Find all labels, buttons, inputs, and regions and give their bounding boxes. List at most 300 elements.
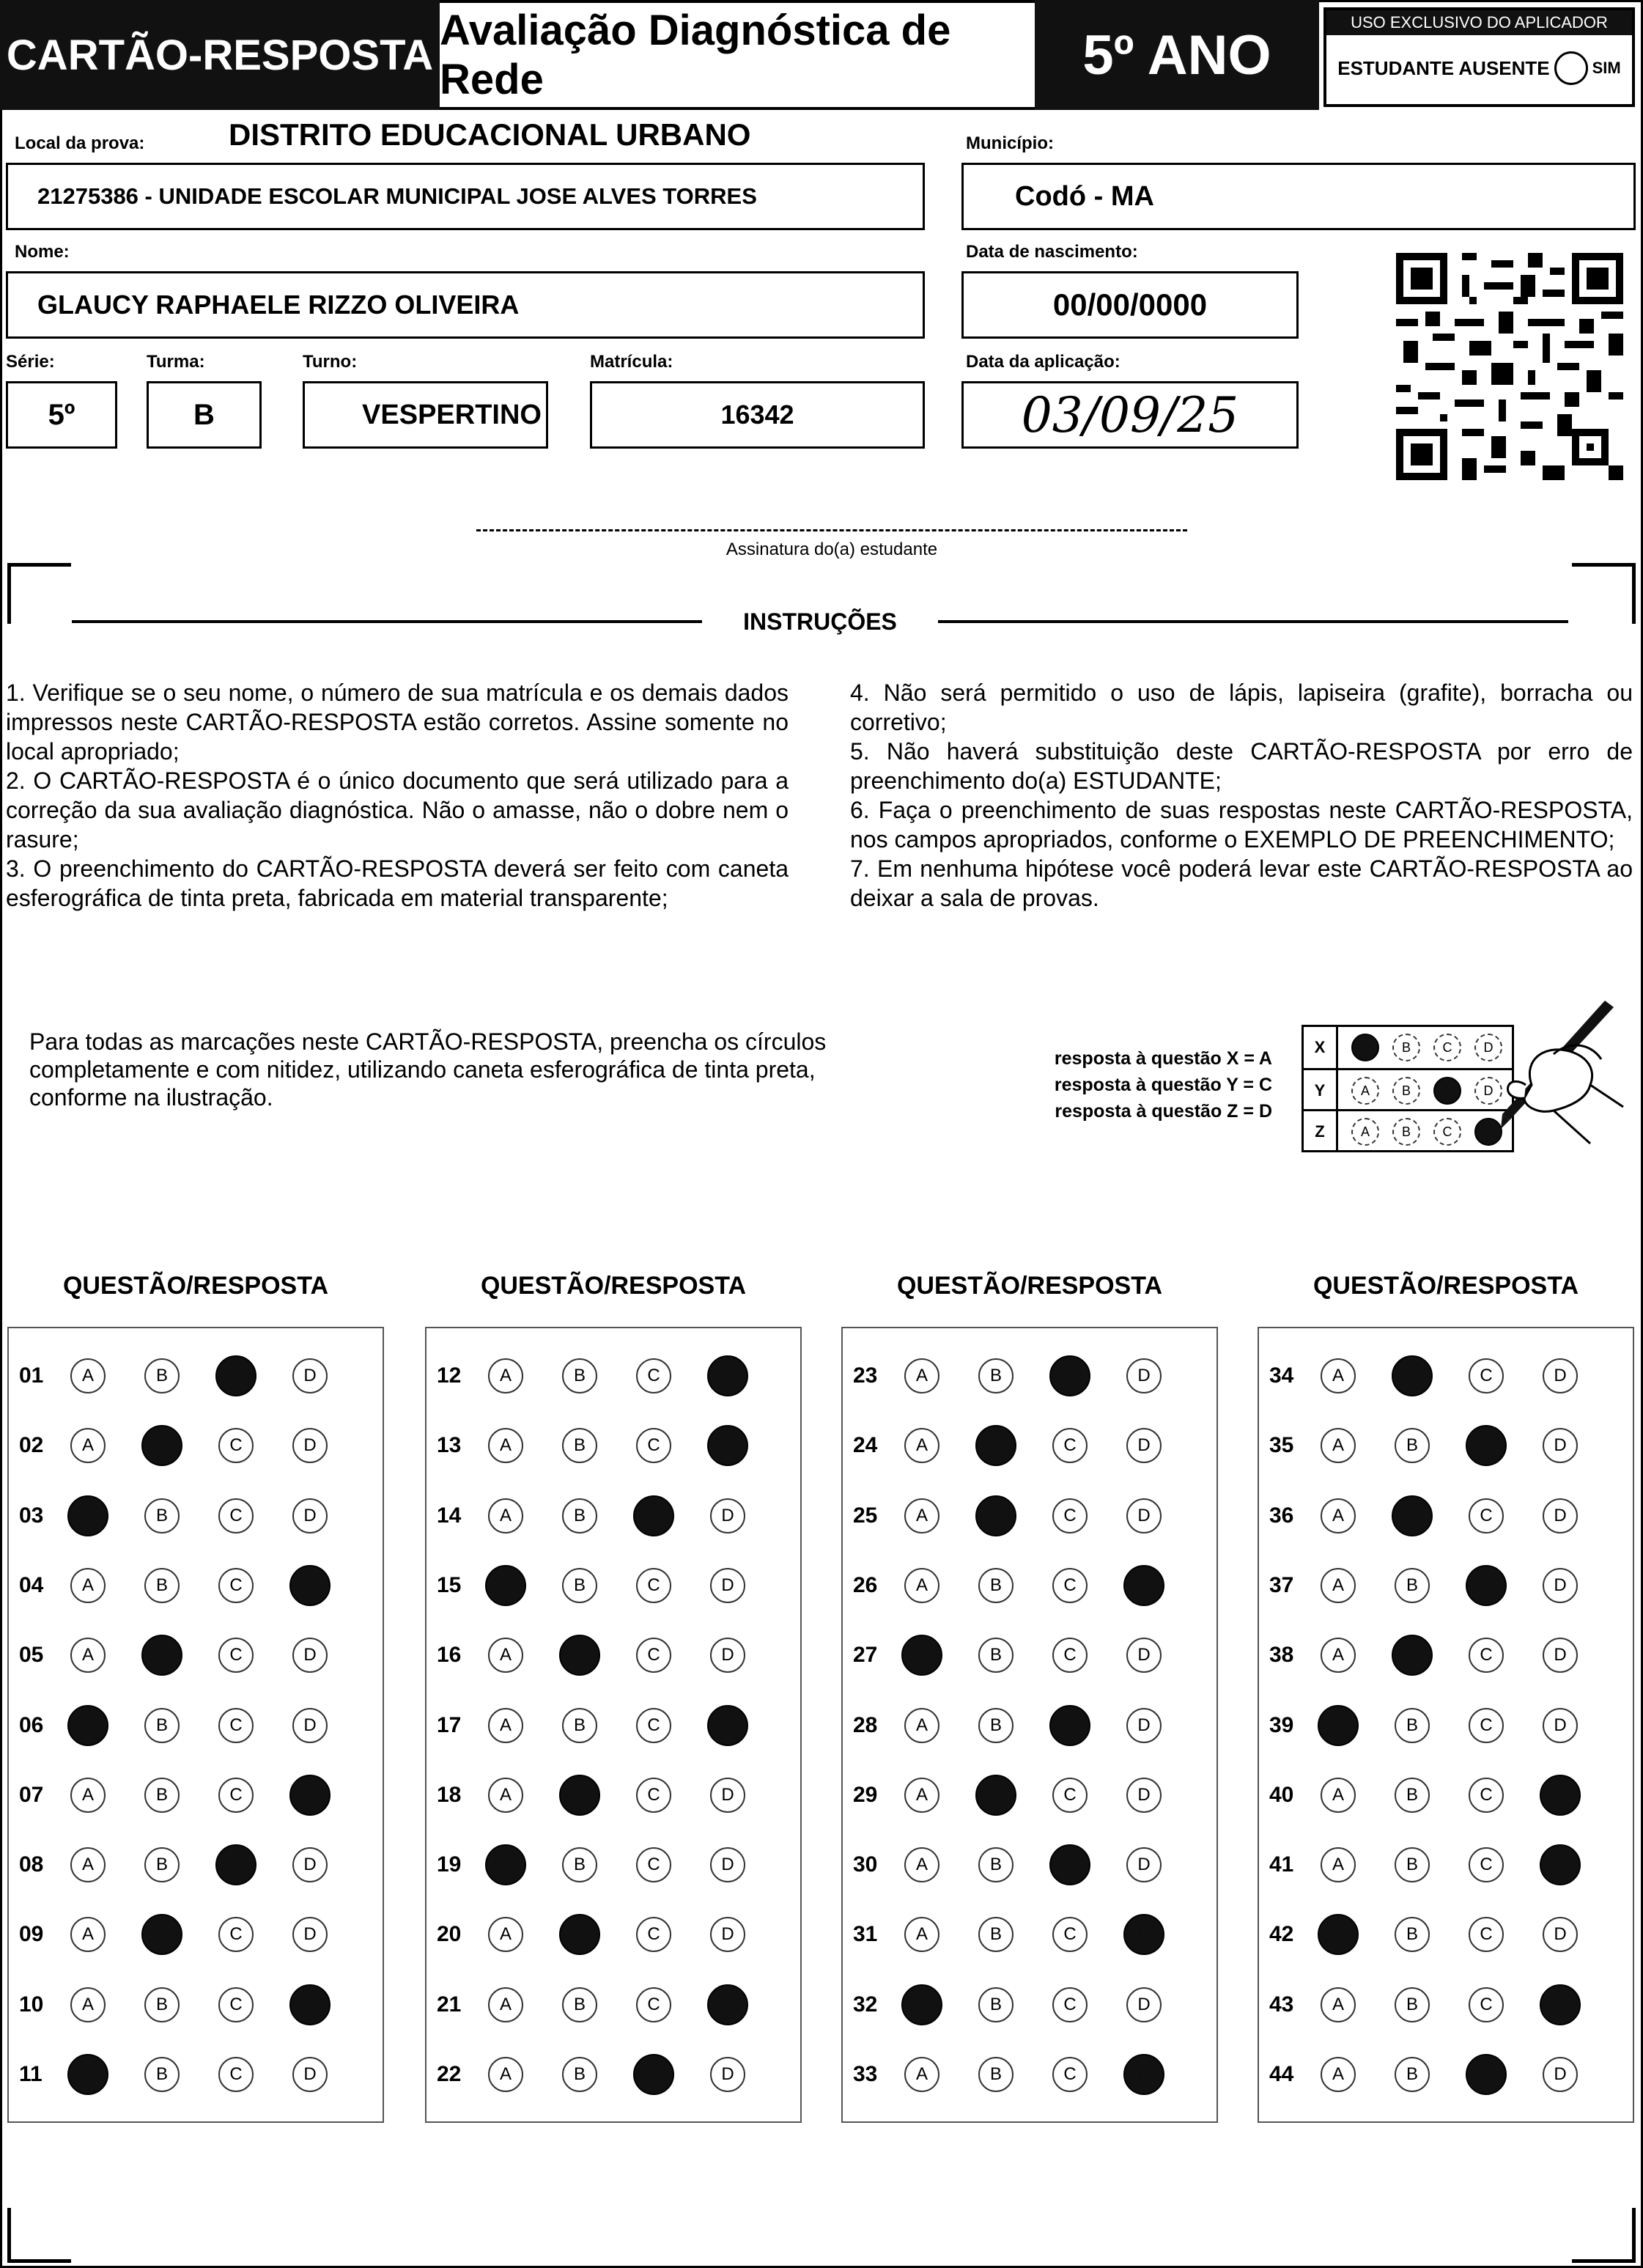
answer-bubble-d[interactable]: D: [1543, 1708, 1578, 1743]
grade-badge: 5º ANO: [1035, 0, 1319, 110]
question-row: [1269, 1912, 1617, 1956]
answer-bubble-c[interactable]: C: [633, 1495, 674, 1536]
answer-bubble-c[interactable]: C: [1052, 1638, 1088, 1673]
answer-bubble-c[interactable]: C: [1052, 1568, 1088, 1603]
answer-bubble-c[interactable]: C: [1469, 1917, 1504, 1952]
answer-bubble-d[interactable]: D: [1543, 1638, 1578, 1673]
instructions-left: [6, 678, 789, 913]
example-option-a: A: [1351, 1077, 1379, 1105]
answer-bubble-c[interactable]: C: [633, 2054, 674, 2095]
answer-bubble-d[interactable]: D: [1543, 1428, 1578, 1463]
answer-bubble-b[interactable]: B: [1395, 2057, 1430, 2092]
answer-bubble-b[interactable]: B: [978, 1847, 1014, 1882]
answer-bubble-d[interactable]: D: [707, 1355, 748, 1396]
answer-bubble-c[interactable]: C: [636, 1358, 671, 1393]
answer-bubble-b[interactable]: B: [562, 1708, 597, 1743]
municipio-label: Município:: [966, 133, 1054, 153]
answer-bubble-a[interactable]: A: [488, 1987, 523, 2022]
answer-bubble-d[interactable]: D: [710, 1917, 745, 1952]
answer-bubble-a[interactable]: A: [488, 1917, 523, 1952]
question-row: [437, 1843, 784, 1887]
answer-bubble-b[interactable]: B: [562, 1987, 597, 2022]
turno-label: Turno:: [303, 352, 358, 372]
answer-bubble-b[interactable]: B: [978, 1708, 1014, 1743]
instruction-2: 2. O CARTÃO-RESPOSTA é o único documento que será utilizado para a correção da sua avaliação diagnóstica. Não o amasse, não o dobre nem o rasure;: [6, 767, 789, 853]
answer-bubble-a[interactable]: A: [488, 1778, 523, 1813]
answer-bubble-a[interactable]: A: [904, 1358, 939, 1393]
example-legend: [1030, 1045, 1272, 1124]
question-number: 23: [853, 1363, 878, 1388]
question-row: [1269, 1843, 1617, 1887]
answer-bubble-a[interactable]: A: [70, 1987, 106, 2022]
answer-bubble-b[interactable]: B: [562, 2057, 597, 2092]
answer-bubble-c[interactable]: C: [636, 1778, 671, 1813]
answer-bubble-d[interactable]: D: [710, 1778, 745, 1813]
example-line-y: resposta à questão Y = C: [1054, 1075, 1272, 1095]
answer-bubble-b[interactable]: B: [144, 1778, 180, 1813]
answer-bubble-b[interactable]: B: [1392, 1635, 1433, 1676]
answer-bubble-b[interactable]: B: [562, 1358, 597, 1393]
example-option-b: B: [1392, 1118, 1420, 1146]
question-row: [437, 1773, 784, 1817]
answer-bubble-b[interactable]: B: [978, 1638, 1014, 1673]
question-number: 09: [19, 1922, 44, 1946]
answer-bubble-c[interactable]: C: [1049, 1844, 1090, 1885]
answer-bubble-c[interactable]: C: [218, 1778, 254, 1813]
column-title: QUESTÃO/RESPOSTA: [1312, 1272, 1579, 1300]
answer-bubble-b[interactable]: B: [144, 1847, 180, 1882]
answer-bubble-b[interactable]: B: [1395, 1987, 1430, 2022]
question-number: 06: [19, 1713, 44, 1737]
question-row: [437, 1704, 784, 1748]
fill-instructions: Para todas as marcações neste CARTÃO-RESPOSTA, preencha os círculos completamente e com nitidez, utilizando caneta esferográfica de tinta preta, conforme na ilustração.: [29, 1028, 827, 1111]
turma-field: B: [147, 381, 262, 449]
answer-bubble-d[interactable]: D: [292, 1428, 328, 1463]
answer-bubble-c[interactable]: C: [218, 2057, 254, 2092]
answer-bubble-b[interactable]: B: [562, 1428, 597, 1463]
answer-bubble-b[interactable]: B: [1395, 1428, 1430, 1463]
example-option-c: C: [1433, 1118, 1461, 1146]
answer-bubble-d[interactable]: D: [1540, 1775, 1581, 1816]
question-number: 16: [437, 1643, 462, 1667]
answer-bubble-a[interactable]: A: [67, 2054, 108, 2095]
answer-bubble-c[interactable]: C: [1052, 1428, 1088, 1463]
aplicacao-field: 03/09/25: [961, 381, 1299, 449]
answer-bubble-a[interactable]: A: [1321, 1778, 1356, 1813]
answer-bubble-d[interactable]: D: [1123, 1565, 1164, 1606]
answer-bubble-b[interactable]: B: [144, 2057, 180, 2092]
answer-bubble-a[interactable]: A: [488, 1708, 523, 1743]
answer-bubble-b[interactable]: B: [144, 1987, 180, 2022]
answer-bubble-b[interactable]: B: [562, 1498, 597, 1534]
question-number: 28: [853, 1713, 878, 1737]
instructions-title: INSTRUÇÕES: [743, 608, 897, 635]
answer-bubble-b[interactable]: B: [1395, 1917, 1430, 1952]
answer-bubble-c[interactable]: C: [218, 1428, 254, 1463]
answer-bubble-c[interactable]: C: [636, 1708, 671, 1743]
answer-bubble-d[interactable]: D: [710, 1498, 745, 1534]
municipio-field: Codó - MA: [961, 163, 1636, 230]
answer-bubble-d[interactable]: D: [1126, 1358, 1162, 1393]
question-number: 19: [437, 1852, 462, 1877]
answer-bubble-d[interactable]: D: [1126, 1778, 1162, 1813]
answer-bubble-c[interactable]: C: [1466, 2054, 1507, 2095]
answer-bubble-c[interactable]: C: [1052, 1498, 1088, 1534]
answer-bubble-d[interactable]: D: [1126, 1638, 1162, 1673]
answer-bubble-b[interactable]: B: [141, 1914, 182, 1955]
column-title: QUESTÃO/RESPOSTA: [62, 1272, 329, 1300]
answer-bubble-a[interactable]: A: [70, 1847, 106, 1882]
answer-bubble-d[interactable]: D: [707, 1984, 748, 2025]
answer-bubble-a[interactable]: A: [1321, 1428, 1356, 1463]
answer-bubble-b[interactable]: B: [978, 1917, 1014, 1952]
instruction-7: 7. Em nenhuma hipótese você poderá levar este CARTÃO-RESPOSTA ao deixar a sala de provas.: [850, 855, 1633, 911]
corner-mark-bottom-left: [7, 2208, 71, 2263]
answer-bubble-b[interactable]: B: [562, 1847, 597, 1882]
example-option-c: C: [1433, 1034, 1461, 1061]
answer-bubble-d[interactable]: D: [1540, 1844, 1581, 1885]
answer-bubble-a[interactable]: A: [488, 1638, 523, 1673]
question-number: 37: [1269, 1573, 1294, 1597]
nascimento-field: 00/00/0000: [961, 271, 1299, 339]
question-row: [1269, 1354, 1617, 1398]
answer-bubble-c[interactable]: C: [218, 1638, 254, 1673]
answer-bubble-b[interactable]: B: [144, 1498, 180, 1534]
answer-bubble-d[interactable]: D: [1123, 1914, 1164, 1955]
question-number: 44: [1269, 2062, 1294, 2086]
answer-bubble-c[interactable]: C: [218, 1708, 254, 1743]
answer-bubble-a[interactable]: A: [904, 1498, 939, 1534]
question-number: 03: [19, 1503, 44, 1528]
question-row: [19, 2052, 366, 2096]
answer-bubble-d[interactable]: D: [710, 1847, 745, 1882]
answer-bubble-a[interactable]: A: [488, 1498, 523, 1534]
nome-field: GLAUCY RAPHAELE RIZZO OLIVEIRA: [6, 271, 925, 339]
question-row: [1269, 1494, 1617, 1538]
answer-bubble-c[interactable]: C: [636, 1917, 671, 1952]
answer-bubble-b[interactable]: B: [141, 1635, 182, 1676]
district-name: DISTRITO EDUCACIONAL URBANO: [229, 117, 751, 152]
answer-bubble-a[interactable]: A: [904, 1778, 939, 1813]
answer-bubble-b[interactable]: B: [975, 1775, 1016, 1816]
question-row: [19, 1564, 366, 1608]
answer-bubble-a[interactable]: A: [904, 1428, 939, 1463]
answer-bubble-c[interactable]: C: [1469, 1638, 1504, 1673]
question-number: 18: [437, 1783, 462, 1807]
example-option-b: B: [1392, 1034, 1420, 1061]
answer-bubble-b[interactable]: B: [141, 1425, 182, 1466]
answer-bubble-a[interactable]: A: [901, 1635, 942, 1676]
example-row-label: Z: [1304, 1111, 1338, 1152]
answer-bubble-b[interactable]: B: [144, 1358, 180, 1393]
instruction-6: 6. Faça o preenchimento de suas respostas neste CARTÃO-RESPOSTA, nos campos apropriados, conforme o EXEMPLO DE PREENCHIMENTO;: [850, 797, 1633, 853]
example-line-z: resposta à questão Z = D: [1055, 1101, 1272, 1122]
answer-bubble-a[interactable]: A: [1321, 1987, 1356, 2022]
answer-bubble-d[interactable]: D: [1126, 1498, 1162, 1534]
answer-bubble-a[interactable]: A: [904, 1917, 939, 1952]
question-number: 27: [853, 1643, 878, 1667]
answer-bubble-a[interactable]: A: [1321, 2057, 1356, 2092]
answer-bubble-a[interactable]: A: [904, 1708, 939, 1743]
answer-bubble-d[interactable]: D: [289, 1775, 331, 1816]
answer-bubble-c[interactable]: C: [636, 1638, 671, 1673]
answer-bubble-b[interactable]: B: [1392, 1495, 1433, 1536]
instructions-rule-right: [938, 620, 1568, 623]
question-number: 15: [437, 1573, 462, 1597]
answer-bubble-a[interactable]: A: [70, 1428, 106, 1463]
question-number: 07: [19, 1783, 44, 1807]
answer-bubble-d[interactable]: D: [1543, 1568, 1578, 1603]
answer-bubble-a[interactable]: A: [1318, 1914, 1359, 1955]
answer-bubble-d[interactable]: D: [1543, 1358, 1578, 1393]
answer-bubble-c[interactable]: C: [636, 1428, 671, 1463]
answer-bubble-d[interactable]: D: [292, 1638, 328, 1673]
example-option-b: B: [1392, 1077, 1420, 1105]
answer-bubble-c[interactable]: C: [1466, 1425, 1507, 1466]
question-number: 33: [853, 2062, 878, 2086]
instruction-4: 4. Não será permitido o uso de lápis, lapiseira (grafite), borracha ou corretivo;: [850, 680, 1633, 735]
answer-bubble-c[interactable]: C: [218, 1987, 254, 2022]
example-option-c: C: [1433, 1077, 1461, 1105]
question-number: 01: [19, 1363, 44, 1388]
answer-bubble-a[interactable]: A: [70, 1568, 106, 1603]
instructions-rule-left: [72, 620, 702, 623]
question-row: [853, 1704, 1200, 1748]
answer-bubble-b[interactable]: B: [144, 1568, 180, 1603]
question-number: 14: [437, 1503, 462, 1528]
question-number: 42: [1269, 1922, 1294, 1946]
example-option-d: D: [1474, 1077, 1502, 1105]
nascimento-label: Data de nascimento:: [966, 242, 1138, 262]
answer-bubble-a[interactable]: A: [904, 2057, 939, 2092]
answer-bubble-b[interactable]: B: [978, 1568, 1014, 1603]
answer-bubble-d[interactable]: D: [292, 1498, 328, 1534]
answer-bubble-c[interactable]: C: [636, 1568, 671, 1603]
question-row: [853, 1843, 1200, 1887]
answer-bubble-c[interactable]: C: [1052, 1987, 1088, 2022]
question-row: [19, 1843, 366, 1887]
pen-hand-icon: [1480, 997, 1627, 1151]
question-row: [853, 1633, 1200, 1677]
question-row: [437, 1912, 784, 1956]
question-row: [19, 1773, 366, 1817]
answer-bubble-b[interactable]: B: [144, 1708, 180, 1743]
question-row: [853, 1564, 1200, 1608]
question-row: [437, 1354, 784, 1398]
answer-bubble-a[interactable]: A: [1318, 1705, 1359, 1746]
question-row: [853, 1983, 1200, 2027]
answer-bubble-a[interactable]: A: [67, 1495, 108, 1536]
aplicacao-label: Data da aplicação:: [966, 352, 1120, 372]
answer-bubble-b[interactable]: B: [978, 1358, 1014, 1393]
answer-bubble-c[interactable]: C: [636, 1847, 671, 1882]
question-number: 08: [19, 1852, 44, 1877]
answer-bubble-d[interactable]: D: [292, 1847, 328, 1882]
question-number: 43: [1269, 1992, 1294, 2017]
answer-bubble-a[interactable]: A: [70, 1358, 106, 1393]
answer-bubble-a[interactable]: A: [901, 1984, 942, 2025]
answer-bubble-a[interactable]: A: [70, 1778, 106, 1813]
answer-bubble-c[interactable]: C: [1052, 1917, 1088, 1952]
answer-bubble-c[interactable]: C: [1469, 1987, 1504, 2022]
answer-bubble-c[interactable]: C: [1049, 1705, 1090, 1746]
answer-bubble-c[interactable]: C: [1052, 2057, 1088, 2092]
question-row: [437, 1564, 784, 1608]
question-number: 32: [853, 1992, 878, 2017]
question-row: [19, 1633, 366, 1677]
answer-bubble-c[interactable]: C: [1469, 1498, 1504, 1534]
question-row: [853, 1494, 1200, 1538]
serie-field: 5º: [6, 381, 117, 449]
answer-bubble-b[interactable]: B: [559, 1914, 600, 1955]
answer-bubble-c[interactable]: C: [1052, 1778, 1088, 1813]
corner-mark-top-right: [1572, 563, 1636, 624]
answer-bubble-b[interactable]: B: [975, 1425, 1016, 1466]
question-number: 41: [1269, 1852, 1294, 1877]
question-row: [19, 1354, 366, 1398]
answer-bubble-a[interactable]: A: [488, 1428, 523, 1463]
answer-bubble-b[interactable]: B: [978, 2057, 1014, 2092]
signature-line: [476, 529, 1187, 531]
answer-bubble-d[interactable]: D: [710, 1568, 745, 1603]
instruction-1: 1. Verifique se o seu nome, o número de sua matrícula e os demais dados impressos neste CARTÃO-RESPOSTA estão corretos. Assine somente no local apropriado;: [6, 680, 789, 765]
question-row: [19, 1494, 366, 1538]
answer-bubble-c[interactable]: C: [1049, 1355, 1090, 1396]
applicator-label: USO EXCLUSIVO DO APLICADOR: [1326, 10, 1632, 35]
question-row: [853, 2052, 1200, 2096]
question-row: [853, 1424, 1200, 1468]
card-title: CARTÃO-RESPOSTA: [0, 0, 440, 110]
question-number: 02: [19, 1433, 44, 1457]
column-title: QUESTÃO/RESPOSTA: [480, 1272, 747, 1300]
question-row: [19, 1704, 366, 1748]
corner-mark-top-left: [7, 563, 71, 624]
answer-bubble-c[interactable]: C: [1466, 1565, 1507, 1606]
answer-bubble-d[interactable]: D: [1126, 1428, 1162, 1463]
qr-code: [1396, 253, 1623, 480]
answer-bubble-a[interactable]: A: [67, 1705, 108, 1746]
absent-bubble[interactable]: [1554, 51, 1588, 85]
answer-bubble-b[interactable]: B: [559, 1775, 600, 1816]
question-row: [853, 1912, 1200, 1956]
answer-bubble-d[interactable]: D: [710, 1638, 745, 1673]
answer-bubble-a[interactable]: A: [1321, 1498, 1356, 1534]
example-line-x: resposta à questão X = A: [1054, 1048, 1272, 1069]
evaluation-title: Avaliação Diagnóstica de Rede: [440, 0, 1035, 110]
answer-bubble-c[interactable]: C: [218, 1917, 254, 1952]
answer-bubble-c[interactable]: C: [1469, 1778, 1504, 1813]
answer-bubble-d[interactable]: D: [289, 1565, 331, 1606]
question-number: 11: [19, 2062, 43, 2086]
answer-bubble-d[interactable]: D: [1126, 1987, 1162, 2022]
answer-bubble-c[interactable]: C: [215, 1355, 256, 1396]
question-row: [437, 2052, 784, 2096]
answer-bubble-d[interactable]: D: [1126, 1847, 1162, 1882]
answer-bubble-d[interactable]: D: [1543, 1498, 1578, 1534]
question-row: [19, 1983, 366, 2027]
question-number: 30: [853, 1852, 878, 1877]
answer-bubble-d[interactable]: D: [289, 1984, 331, 2025]
answer-bubble-d[interactable]: D: [710, 2057, 745, 2092]
question-row: [1269, 1424, 1617, 1468]
question-number: 24: [853, 1433, 878, 1457]
matricula-field: 16342: [590, 381, 925, 449]
answer-bubble-a[interactable]: A: [1321, 1568, 1356, 1603]
question-number: 39: [1269, 1713, 1294, 1737]
answer-bubble-d[interactable]: D: [292, 1358, 328, 1393]
question-row: [437, 1424, 784, 1468]
example-row-label: X: [1304, 1027, 1338, 1068]
answer-bubble-b[interactable]: B: [1395, 1708, 1430, 1743]
question-number: 17: [437, 1713, 462, 1737]
answer-bubble-c[interactable]: C: [1469, 1358, 1504, 1393]
answer-bubble-a[interactable]: A: [488, 1358, 523, 1393]
matricula-label: Matrícula:: [590, 352, 673, 372]
answer-bubble-d[interactable]: D: [1126, 1708, 1162, 1743]
question-number: 05: [19, 1643, 44, 1667]
question-row: [19, 1424, 366, 1468]
answer-bubble-c[interactable]: C: [218, 1498, 254, 1534]
question-row: [1269, 1564, 1617, 1608]
example-row-label: Y: [1304, 1070, 1338, 1111]
answer-bubble-a[interactable]: A: [485, 1565, 526, 1606]
signature-label: Assinatura do(a) estudante: [725, 540, 938, 559]
answer-bubble-a[interactable]: A: [70, 1638, 106, 1673]
answer-bubble-d[interactable]: D: [1543, 2057, 1578, 2092]
question-row: [437, 1494, 784, 1538]
answer-bubble-b[interactable]: B: [1395, 1847, 1430, 1882]
answer-bubble-b[interactable]: B: [562, 1568, 597, 1603]
answer-bubble-b[interactable]: B: [1392, 1355, 1433, 1396]
answer-bubble-b[interactable]: B: [1395, 1568, 1430, 1603]
turno-field: VESPERTINO: [303, 381, 548, 449]
answer-bubble-d[interactable]: D: [292, 1708, 328, 1743]
question-row: [437, 1633, 784, 1677]
absent-yes-label: SIM: [1592, 59, 1621, 77]
answer-bubble-b[interactable]: B: [559, 1635, 600, 1676]
answer-bubble-b[interactable]: B: [975, 1495, 1016, 1536]
answer-bubble-a[interactable]: A: [904, 1847, 939, 1882]
absent-label: ESTUDANTE AUSENTE: [1337, 56, 1550, 79]
instruction-5: 5. Não haverá substituição deste CARTÃO-RESPOSTA por erro de preenchimento do(a) ESTUDANTE;: [850, 738, 1633, 794]
answer-bubble-d[interactable]: D: [1123, 2054, 1164, 2095]
answer-bubble-d[interactable]: D: [1543, 1917, 1578, 1952]
answer-bubble-c[interactable]: C: [215, 1844, 256, 1885]
answer-bubble-b[interactable]: B: [1395, 1778, 1430, 1813]
answer-bubble-a[interactable]: A: [1321, 1847, 1356, 1882]
answer-bubble-c[interactable]: C: [218, 1568, 254, 1603]
answer-bubble-d[interactable]: D: [707, 1705, 748, 1746]
answer-bubble-a[interactable]: A: [1321, 1358, 1356, 1393]
answer-bubble-d[interactable]: D: [292, 2057, 328, 2092]
answer-bubble-a[interactable]: A: [904, 1568, 939, 1603]
instructions-right: [850, 678, 1633, 913]
answer-bubble-c[interactable]: C: [1469, 1847, 1504, 1882]
question-row: [1269, 2052, 1617, 2096]
question-number: 31: [853, 1922, 878, 1946]
answer-bubble-c[interactable]: C: [1469, 1708, 1504, 1743]
answer-bubble-d[interactable]: D: [707, 1425, 748, 1466]
answer-bubble-a[interactable]: A: [485, 1844, 526, 1885]
answer-bubble-a[interactable]: A: [488, 2057, 523, 2092]
answer-bubble-a[interactable]: A: [70, 1917, 106, 1952]
answer-bubble-d[interactable]: D: [1540, 1984, 1581, 2025]
answer-bubble-c[interactable]: C: [636, 1987, 671, 2022]
answer-bubble-b[interactable]: B: [978, 1987, 1014, 2022]
answer-bubble-a[interactable]: A: [1321, 1638, 1356, 1673]
example-option-a: A: [1351, 1034, 1379, 1061]
answer-bubble-d[interactable]: D: [292, 1917, 328, 1952]
